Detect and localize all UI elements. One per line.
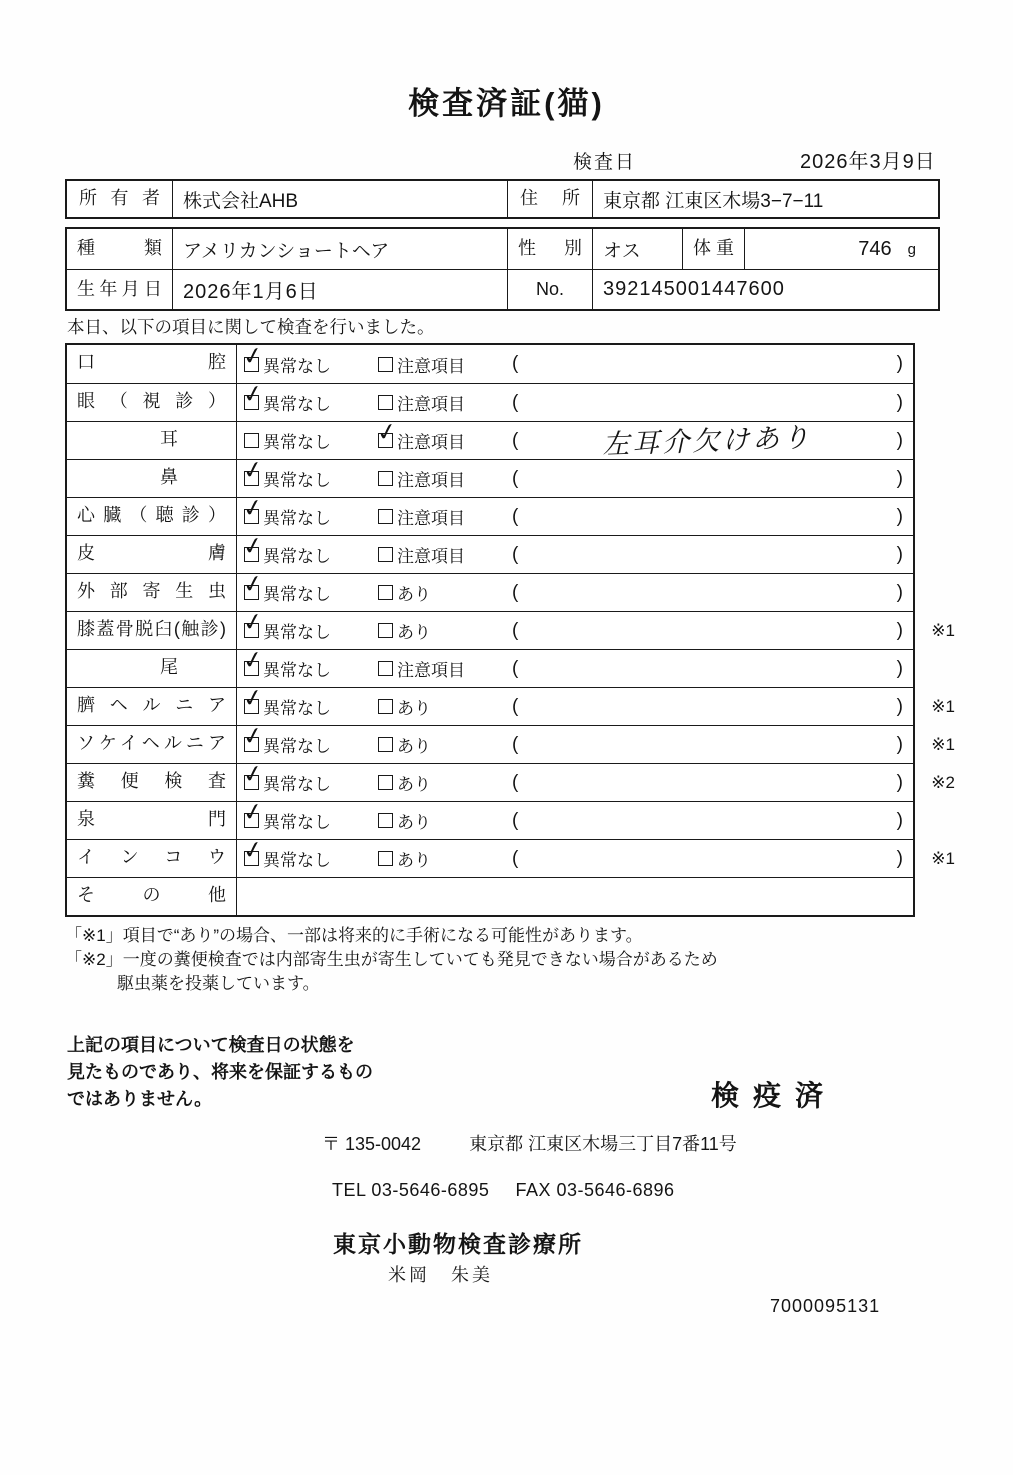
checkbox-no-abnormality-label: 異常なし <box>263 623 331 642</box>
checkbox-no-abnormality-label: 異常なし <box>263 471 331 490</box>
item-label: 膝蓋骨脱臼(触診) <box>67 612 237 649</box>
checkbox-icon <box>240 759 266 790</box>
open-paren: ( <box>512 467 519 489</box>
checkbox-icon <box>240 607 266 638</box>
checkbox-icon <box>244 433 259 448</box>
inspection-row <box>67 759 955 801</box>
finding-area <box>510 848 913 870</box>
checkbox-caution-label: 注意項目 <box>397 471 465 490</box>
row-content <box>237 721 913 763</box>
finding-area <box>510 772 913 794</box>
checkbox-icon <box>240 721 266 752</box>
checkmark-icon: ✓ <box>240 835 266 866</box>
checkmark-icon: ✓ <box>240 493 266 524</box>
serial-number: 7000095131 <box>770 1296 881 1316</box>
checkbox-icon <box>378 471 393 486</box>
row-content <box>237 759 913 801</box>
inspection-row <box>67 455 913 497</box>
checkbox-caution-label: あり <box>397 623 431 642</box>
item-label: 口腔 <box>67 345 237 383</box>
item-label: 心臓（聴診） <box>67 498 237 535</box>
breed-value: アメリカンショートヘア <box>172 229 507 269</box>
clinic-address: 東京都 江東区木場三丁目7番11号 <box>469 1134 737 1154</box>
checkbox-no-abnormality[interactable] <box>240 455 378 491</box>
item-label: 鼻 <box>67 460 237 497</box>
close-paren: ) <box>896 695 903 717</box>
sex-label: 性別 <box>507 229 592 269</box>
inspection-row <box>67 531 913 573</box>
item-label: 尾 <box>67 650 237 687</box>
disclaimer-line: 上記の項目について検査日の状態を <box>67 1035 355 1055</box>
checkbox-icon <box>240 835 266 866</box>
page-title: 検査済証(猫) <box>408 86 605 121</box>
checkmark-icon: ✓ <box>374 417 400 448</box>
checkbox-caution[interactable] <box>378 656 510 681</box>
footnote-line: 「※1」項目で“あり”の場合、一部は将来的に手術になる可能性があります。 <box>65 926 643 945</box>
checkbox-no-abnormality-label: 異常なし <box>263 737 331 756</box>
checkbox-icon <box>378 737 393 752</box>
sex-value: オス <box>592 229 682 269</box>
checkmark-icon: ✓ <box>240 607 266 638</box>
checkbox-no-abnormality[interactable] <box>240 531 378 567</box>
checkbox-icon <box>378 851 393 866</box>
checkbox-no-abnormality[interactable] <box>240 379 378 415</box>
checkbox-caution[interactable] <box>378 694 510 719</box>
checkbox-icon <box>378 813 393 828</box>
checkbox-no-abnormality-label: 異常なし <box>263 395 331 414</box>
checkbox-no-abnormality-label: 異常なし <box>263 699 331 718</box>
checkbox-icon <box>378 623 393 638</box>
finding-area <box>510 468 913 490</box>
checkmark-icon: ✓ <box>240 569 266 600</box>
checkbox-caution[interactable] <box>378 808 510 833</box>
close-paren: ) <box>896 391 903 413</box>
checkbox-caution-label: 注意項目 <box>397 433 465 452</box>
checkbox-icon <box>240 797 266 828</box>
row-content <box>237 878 913 915</box>
inspection-row <box>67 607 955 649</box>
checkbox-no-abnormality[interactable] <box>240 797 378 833</box>
item-label: 眼（視診） <box>67 384 237 421</box>
inspection-row <box>67 877 913 915</box>
checkbox-icon <box>378 547 393 562</box>
finding-area <box>510 582 913 604</box>
birthdate-label: 生年月日 <box>67 269 172 309</box>
row-content <box>237 569 913 611</box>
checkbox-caution-label: 注意項目 <box>397 661 465 680</box>
item-label: その他 <box>67 878 237 915</box>
inspection-row <box>67 835 955 877</box>
footnote-mark: ※1 <box>931 620 955 640</box>
inspection-row <box>67 721 955 763</box>
row-content <box>237 455 913 497</box>
close-paren: ) <box>896 847 903 869</box>
checkbox-icon <box>378 661 393 676</box>
open-paren: ( <box>512 429 519 451</box>
inspection-row <box>67 645 913 687</box>
row-content <box>237 683 913 725</box>
close-paren: ) <box>896 809 903 831</box>
owner-value: 株式会社AHB <box>172 181 507 217</box>
close-paren: ) <box>896 619 903 641</box>
inspection-row <box>67 569 913 611</box>
vet-name: 米岡 朱美 <box>388 1265 493 1285</box>
checkbox-no-abnormality[interactable] <box>240 493 378 529</box>
open-paren: ( <box>512 695 519 717</box>
checkbox-no-abnormality[interactable] <box>240 645 378 681</box>
checkmark-icon: ✓ <box>240 721 266 752</box>
checkbox-icon <box>240 645 266 676</box>
checkbox-no-abnormality[interactable] <box>244 428 378 453</box>
footnote-mark: ※1 <box>931 848 955 868</box>
footnote-line: 「※2」一度の糞便検査では内部寄生虫が寄生していても発見できない場合があるため <box>65 950 718 969</box>
open-paren: ( <box>512 847 519 869</box>
footnote-mark: ※1 <box>931 734 955 754</box>
clinic-address-row <box>322 1130 737 1156</box>
checkbox-caution[interactable] <box>378 618 510 643</box>
finding-area <box>510 696 913 718</box>
close-paren: ) <box>896 657 903 679</box>
clinic-name: 東京小動物検査診療所 <box>333 1231 583 1257</box>
close-paren: ) <box>896 505 903 527</box>
address-value: 東京都 江東区木場3−7−11 <box>592 181 938 217</box>
checkbox-caution-label: あり <box>397 775 431 794</box>
footnote-mark: ※2 <box>931 772 955 792</box>
checkmark-icon: ✓ <box>240 683 266 714</box>
item-label: 泉門 <box>67 802 237 839</box>
inspection-table <box>65 340 955 917</box>
close-paren: ) <box>896 467 903 489</box>
checkmark-icon: ✓ <box>240 531 266 562</box>
row-content <box>237 797 913 839</box>
inspection-row <box>67 417 913 461</box>
inspection-row <box>67 340 913 383</box>
footnotes <box>65 924 718 996</box>
checkbox-no-abnormality[interactable] <box>240 683 378 719</box>
open-paren: ( <box>512 505 519 527</box>
quarantine-stamp: 検疫済 <box>711 1080 838 1111</box>
finding-area <box>510 620 913 642</box>
checkbox-no-abnormality-label: 異常なし <box>263 547 331 566</box>
postal-code: 〒 135-0042 <box>322 1134 422 1154</box>
checkbox-icon <box>378 509 393 524</box>
finding-area <box>510 392 913 414</box>
birthdate-value: 2026年1月6日 <box>172 269 507 309</box>
checkbox-no-abnormality-label: 異常なし <box>263 509 331 528</box>
item-label: 糞便検査 <box>67 764 237 801</box>
owner-label: 所有者 <box>79 188 160 208</box>
checkbox-icon <box>240 683 266 714</box>
checkbox-caution[interactable] <box>378 580 510 605</box>
checkbox-caution[interactable] <box>378 770 510 795</box>
checkbox-no-abnormality[interactable] <box>240 759 378 795</box>
item-label: インコウ <box>67 840 237 877</box>
inspection-row <box>67 493 913 535</box>
checkbox-caution[interactable] <box>378 542 510 567</box>
close-paren: ) <box>896 581 903 603</box>
checkbox-no-abnormality-label: 異常なし <box>263 775 331 794</box>
checkbox-icon <box>240 455 266 486</box>
footnote-mark: ※1 <box>931 696 955 716</box>
checkbox-icon <box>378 395 393 410</box>
checkbox-icon <box>240 379 266 410</box>
inspection-row <box>67 797 913 839</box>
close-paren: ) <box>896 733 903 755</box>
checkbox-caution[interactable] <box>378 390 510 415</box>
checkbox-caution[interactable] <box>378 732 510 757</box>
inspection-row <box>67 683 955 725</box>
tel-number: TEL 03-5646-6895 <box>332 1180 490 1200</box>
checkbox-icon <box>240 569 266 600</box>
finding-area <box>510 353 913 375</box>
checkbox-icon <box>374 417 400 448</box>
finding-area <box>510 421 913 460</box>
checkbox-no-abnormality[interactable] <box>240 569 378 605</box>
checkbox-caution-label: あり <box>397 813 431 832</box>
checkmark-icon: ✓ <box>240 455 266 486</box>
open-paren: ( <box>512 809 519 831</box>
close-paren: ) <box>896 353 903 374</box>
disclaimer-line: ではありません。 <box>67 1089 213 1109</box>
checkbox-caution-label: あり <box>397 737 431 756</box>
checkbox-no-abnormality[interactable] <box>240 340 378 377</box>
checkbox-no-abnormality-label: 異常なし <box>263 433 331 452</box>
weight-value: 746 <box>858 237 892 260</box>
inspection-date-value: 2026年3月9日 <box>800 151 936 173</box>
item-label: ソケイヘルニア <box>67 726 237 763</box>
checkbox-caution-label: あり <box>397 585 431 604</box>
item-label: 耳 <box>67 422 237 459</box>
row-content <box>237 417 913 461</box>
checkbox-no-abnormality-label: 異常なし <box>263 585 331 604</box>
checkbox-no-abnormality-label: 異常なし <box>263 661 331 680</box>
finding-area <box>510 506 913 528</box>
no-value: 392145001447600 <box>592 269 938 309</box>
pet-info-table <box>65 227 940 311</box>
finding-area <box>510 734 913 756</box>
checkbox-no-abnormality[interactable] <box>240 607 378 643</box>
checkbox-caution[interactable] <box>378 352 510 377</box>
checkmark-icon: ✓ <box>240 759 266 790</box>
address-label: 住所 <box>507 181 592 217</box>
checkbox-no-abnormality-label: 異常なし <box>263 356 331 376</box>
checkbox-caution-label: あり <box>397 699 431 718</box>
inspection-date-label: 検査日 <box>573 152 637 173</box>
row-content <box>237 493 913 535</box>
checkmark-icon: ✓ <box>240 340 266 372</box>
checkbox-caution-label: 注意項目 <box>397 395 465 414</box>
row-content <box>237 645 913 687</box>
row-content <box>237 607 913 649</box>
item-label: 臍ヘルニア <box>67 688 237 725</box>
checkbox-icon <box>378 357 393 372</box>
checkbox-caution[interactable] <box>378 504 510 529</box>
row-content <box>237 531 913 573</box>
weight-unit: g <box>907 240 916 258</box>
checkbox-caution-label: 注意項目 <box>397 356 465 376</box>
open-paren: ( <box>512 733 519 755</box>
checkbox-caution-label: 注意項目 <box>397 509 465 528</box>
owner-table <box>65 179 940 219</box>
row-content <box>237 340 913 383</box>
checkbox-no-abnormality[interactable] <box>240 835 378 871</box>
disclaimer <box>67 1032 373 1113</box>
contact-row <box>332 1180 675 1201</box>
checkbox-caution-label: あり <box>397 851 431 870</box>
close-paren: ) <box>896 429 903 451</box>
checkbox-icon <box>240 531 266 562</box>
checkbox-icon <box>240 493 266 524</box>
close-paren: ) <box>896 771 903 793</box>
no-label: No. <box>507 269 592 309</box>
checkbox-caution[interactable] <box>378 466 510 491</box>
breed-label: 種類 <box>77 238 162 258</box>
weight-cell <box>744 229 938 269</box>
close-paren: ) <box>896 543 903 565</box>
checkbox-caution[interactable] <box>374 417 510 453</box>
item-label: 外部寄生虫 <box>67 574 237 611</box>
disclaimer-line: 見たものであり、将来を保証するもの <box>67 1062 373 1082</box>
checkmark-icon: ✓ <box>240 797 266 828</box>
open-paren: ( <box>512 391 519 413</box>
finding-note: 左耳介欠けあり <box>602 422 814 461</box>
item-label: 皮膚 <box>67 536 237 573</box>
checkbox-icon <box>240 340 266 372</box>
intro-text: 本日、以下の項目に関して検査を行いました。 <box>67 317 435 337</box>
finding-area <box>510 658 913 680</box>
checkbox-caution-label: 注意項目 <box>397 547 465 566</box>
checkmark-icon: ✓ <box>240 645 266 676</box>
checkbox-icon <box>378 775 393 790</box>
row-content <box>237 835 913 877</box>
finding-area <box>510 544 913 566</box>
open-paren: ( <box>512 353 519 374</box>
checkbox-icon <box>378 585 393 600</box>
finding-area <box>510 810 913 832</box>
open-paren: ( <box>512 619 519 641</box>
checkbox-icon <box>378 699 393 714</box>
checkbox-no-abnormality[interactable] <box>240 721 378 757</box>
fax-number: FAX 03-5646-6896 <box>515 1180 675 1200</box>
checkbox-no-abnormality-label: 異常なし <box>263 813 331 832</box>
open-paren: ( <box>512 581 519 603</box>
checkbox-no-abnormality-label: 異常なし <box>263 851 331 870</box>
open-paren: ( <box>512 543 519 565</box>
open-paren: ( <box>512 657 519 679</box>
weight-label: 体重 <box>682 229 744 269</box>
open-paren: ( <box>512 771 519 793</box>
checkbox-caution[interactable] <box>378 846 510 871</box>
footnote-line: 駆虫薬を投薬しています。 <box>117 974 320 993</box>
checkmark-icon: ✓ <box>240 379 266 410</box>
